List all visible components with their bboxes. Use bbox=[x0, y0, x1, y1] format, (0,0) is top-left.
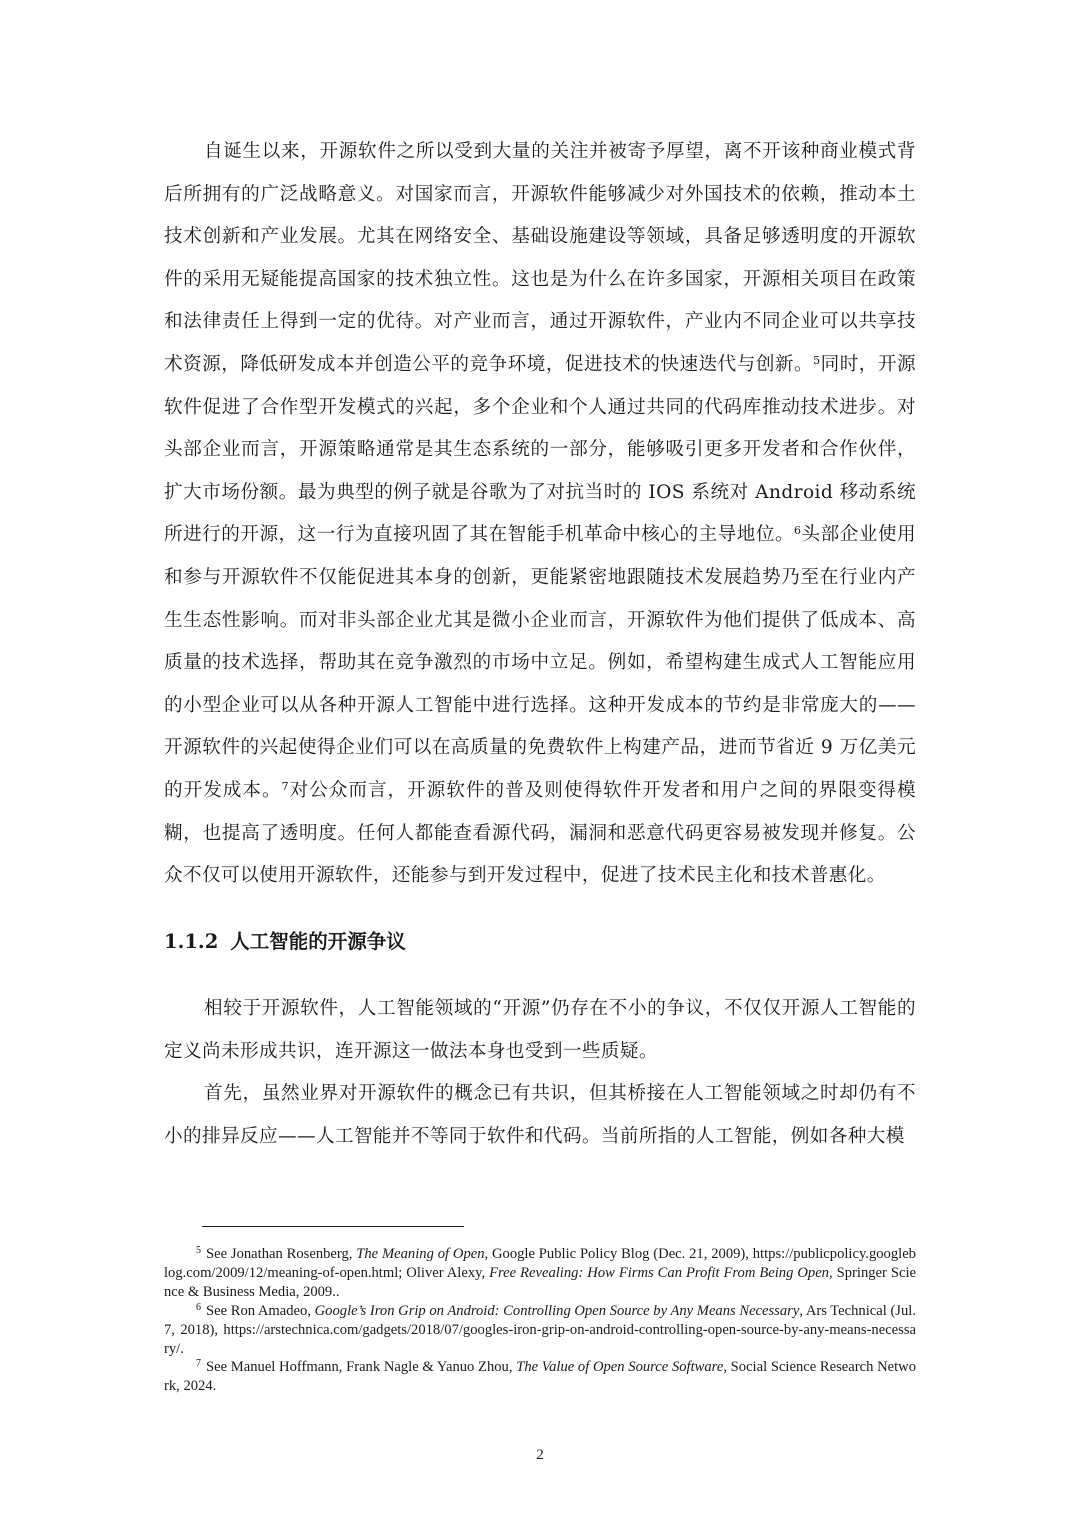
footnote-ref-5[interactable]: 5 bbox=[813, 353, 821, 367]
footnote-title: Free Revealing: How Firms Can Profit From Being Open bbox=[489, 1264, 829, 1281]
footnote-text[interactable]: , Ars Technical (Jul. 7, 2018), https://arstechnica.com/gadgets/2018/07/googles-iron-grip-on-android-controlling-open-source-by-any-means-necessary/. bbox=[164, 1302, 916, 1357]
footnote-text[interactable]: , Google Public Policy Blog (Dec. 21, 2009), https://publicpolicy.googleblog.com/2009/12/meaning-of-open.html; Oliver Alexy, bbox=[164, 1246, 916, 1281]
footnotes bbox=[164, 1245, 916, 1396]
footnote-mark: 5 bbox=[196, 1245, 201, 1256]
footnote-text: , Springer Science & Business Media, 2009.. bbox=[164, 1264, 916, 1300]
paragraph-text: 自诞生以来，开源软件之所以受到大量的关注并被寄予厚望，离不开该种商业模式背后所拥有的广泛战略意义。对国家而言，开源软件能够减少对外国技术的依赖，推动本土技术创新和产业发展。尤其在网络安全、基础设施建设等领域，具备足够透明度的开源软件的采用无疑能提高国家的技术独立性。这也是为什么在许多国家，开源相关项目在政策和法律责任上得到一定的优待。对产业而言，通过开源软件，产业内不同企业可以共享技术资源，降低研发成本并创造公平的竞争环境，促进技术的快速迭代与创新。 bbox=[164, 141, 916, 375]
footnote-ref-6[interactable]: 6 bbox=[794, 524, 802, 538]
page-number: 2 bbox=[536, 1447, 544, 1463]
body-paragraph-1 bbox=[164, 131, 916, 898]
body-paragraph-2: 相较于开源软件，人工智能领域的“开源”仍存在不小的争议，不仅仅开源人工智能的定义尚未形成共识，连开源这一做法本身也受到一些质疑。 bbox=[164, 998, 916, 1062]
footnote-mark: 7 bbox=[196, 1358, 201, 1370]
body-paragraph-3: 首先，虽然业界对开源软件的概念已有共识，但其桥接在人工智能领域之时却仍有不小的排异反应——人工智能并不等同于软件和代码。当前所指的人工智能，例如各种大模 bbox=[164, 1083, 916, 1147]
footnote-6 bbox=[164, 1302, 916, 1359]
footnote-text: See Manuel Hoffmann, Frank Nagle & Yanuo Zhou, bbox=[206, 1359, 517, 1376]
footnote-title: The Meaning of Open bbox=[356, 1246, 485, 1262]
footnote-text: See Ron Amadeo, bbox=[206, 1302, 315, 1319]
footnote-text: See Jonathan Rosenberg, bbox=[206, 1246, 357, 1262]
footnote-title: Google’s Iron Grip on Android: Controlling Open Source by Any Means Necessary bbox=[314, 1302, 800, 1319]
footnote-title: The Value of Open Source Software bbox=[516, 1359, 724, 1376]
footnote-text: , Social Science Research Network, 2024. bbox=[164, 1359, 916, 1395]
section-number: 1.1.2 bbox=[164, 930, 219, 953]
paragraph-text: 同时，开源软件促进了合作型开发模式的兴起，多个企业和个人通过共同的代码库推动技术进步。对头部企业而言，开源策略通常是其生态系统的一部分，能够吸引更多开发者和合作伙伴，扩大市场份额。最为典型的例子就是谷歌为了对抗当时的 IOS 系统对 Android 移动系统所进行的开源，这一行为直接巩固了其在智能手机革命中核心的主导地位。 bbox=[164, 353, 916, 546]
paragraph-text: 头部企业使用和参与开源软件不仅能促进其本身的创新，更能紧密地跟随技术发展趋势乃至在行业内产生生态性影响。而对非头部企业尤其是微小企业而言，开源软件为他们提供了低成本、高质量的技术选择，帮助其在竞争激烈的市场中立足。例如，希望构建生成式人工智能应用的小型企业可以从各种开源人工智能中进行选择。这种开发成本的节约是非常庞大的——开源软件的兴起使得企业们可以在高质量的免费软件上构建产品，进而节省近 9 万亿美元的开发成本。 bbox=[164, 524, 917, 801]
footnote-ref-7[interactable]: 7 bbox=[281, 779, 289, 793]
footnote-separator bbox=[202, 1226, 464, 1227]
footnote-7 bbox=[164, 1358, 916, 1396]
footnote-mark: 6 bbox=[196, 1301, 201, 1313]
section-heading bbox=[164, 921, 406, 963]
footnote-5 bbox=[164, 1245, 916, 1302]
paragraph-text: 对公众而言，开源软件的普及则使得软件开发者和用户之间的界限变得模糊，也提高了透明度。任何人都能查看源代码，漏洞和恶意代码更容易被发现并修复。公众不仅可以使用开源软件，还能参与到开发过程中，促进了技术民主化和技术普惠化。 bbox=[164, 779, 916, 887]
section-title: 人工智能的开源争议 bbox=[230, 930, 406, 953]
